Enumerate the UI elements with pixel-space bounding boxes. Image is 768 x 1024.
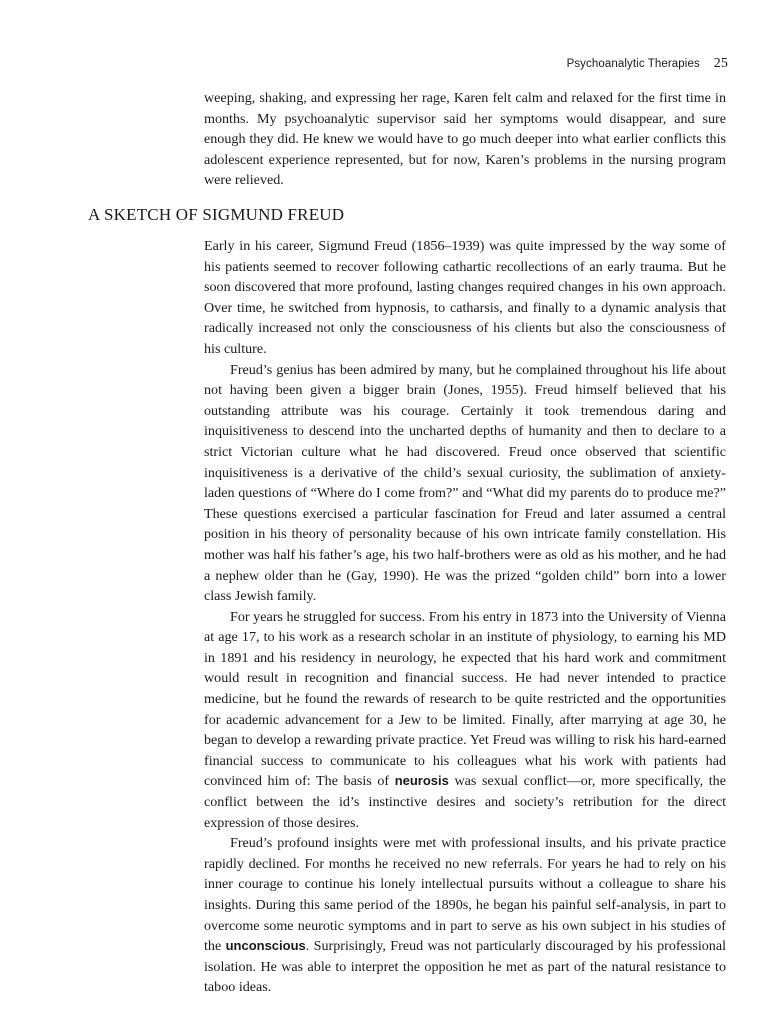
key-term-neurosis: neurosis xyxy=(394,773,449,789)
paragraph-4 xyxy=(204,833,726,998)
paragraph-2: Freud’s genius has been admired by many, but he complained throughout his life about not having been given a bigger brain (Jones, 1955). Freud himself believed that his outstanding attribute was his courage. Certainly it took tremendous daring and inquisitiveness to descend into the uncharted depths of humanity and then to declare to a strict Victorian culture what he had discovered. Freud once observed that scientific inquisitiveness is a derivative of the child’s sexual curiosity, the sublimation of anxiety-laden questions of “Where do I come from?” and “What did my parents do to produce me?” These questions exercised a particular fascination for Freud and later assumed a central position in his theory of personality because of his own intricate family constellation. His mother was half his father’s age, his two half-brothers were as old as his mother, and he had a nephew older than he (Gay, 1990). He was the prized “golden child” born into a lower class Jewish family. xyxy=(204,361,726,605)
section-body xyxy=(204,236,726,998)
running-head-title: Psychoanalytic Therapies xyxy=(566,58,700,70)
running-head xyxy=(567,56,728,72)
paragraph-4-text-a: Freud’s profound insights were met with professional insults, and his private practice rapidly declined. For months he received no new referrals. For years he had to rely on his inner courage to continue his lonely intellectual pursuits without a colleague to share his insights. During this same period of the 1890s, he began his painful self-analysis, in part to overcome some neurotic symptoms and in part to serve as his own subject in his studies of the xyxy=(204,835,726,955)
paragraph-4-text-b: . Surprisingly, Freud was not particularly discouraged by his professional isolation. He was able to interpret the opposition he met as part of the natural resistance to taboo ideas. xyxy=(204,938,726,996)
paragraph-1: Early in his career, Sigmund Freud (1856–1939) was quite impressed by the way some of his patients seemed to recover following cathartic recollections of an early trauma. But he soon discovered that more profound, lasting changes required changes in his own approach. Over time, he switched from hypnosis, to catharsis, and finally to a dynamic analysis that radically increased not only the consciousness of his clients but also the consciousness of his culture. xyxy=(204,238,726,357)
page-number: 25 xyxy=(713,56,728,71)
section-heading: A SKETCH OF SIGMUND FREUD xyxy=(88,205,345,224)
key-term-unconscious: unconscious xyxy=(225,938,306,954)
continuation-paragraph: weeping, shaking, and expressing her rage, Karen felt calm and relaxed for the first time in months. My psychoanalytic supervisor said her symptoms would disappear, and sure enough they did. He knew we would have to go much deeper into what earlier conflicts this adolescent experience represented, but for now, Karen’s problems in the nursing program were relieved. xyxy=(204,90,726,189)
paragraph-3-text-b: was sexual conflict—or, more specifically, the conflict between the id’s instinctive desires and society’s retribution for the direct expression of those desires. xyxy=(204,773,726,831)
paragraph-3 xyxy=(204,607,726,834)
paragraph-3-text-a: For years he struggled for success. From his entry in 1873 into the University of Vienna at age 17, to his work as a research scholar in an institute of physiology, to earning his MD in 1891 and his residency in neurology, he expected that his hard work and commitment would result in recognition and financial success. He had never intended to practice medicine, but he found the rewards of research to be quite restricted and the opportunities for academic advancement for a Jew to be limited. Finally, after marrying at age 30, he began to develop a rewarding private practice. Yet Freud was willing to risk his hard-earned financial success to communicate to his colleagues what his work with patients had convinced him of: The basis of xyxy=(204,608,726,790)
